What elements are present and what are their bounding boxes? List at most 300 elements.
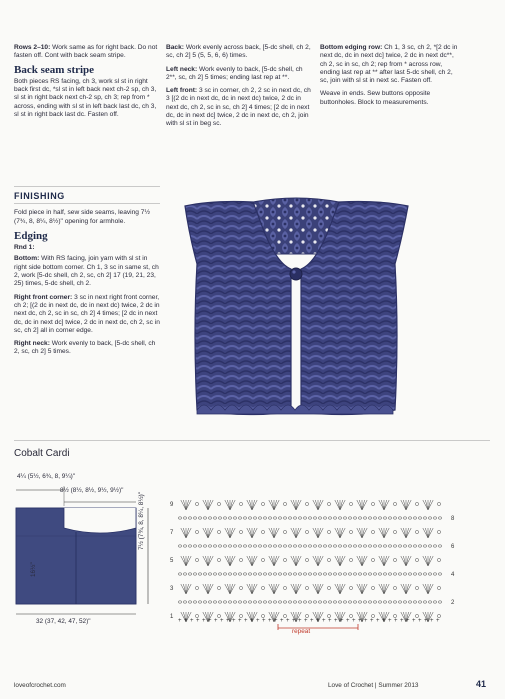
dc-stitch-mark [203, 584, 208, 594]
dc-stitch-mark [249, 556, 252, 566]
sc-stitch-mark: + [352, 618, 356, 624]
chain-stitch-mark [383, 517, 387, 519]
chain-stitch-mark [393, 601, 397, 603]
dc-stitch-mark [359, 556, 362, 566]
dc-stitch-mark [227, 528, 230, 538]
chain-stitch-mark [393, 502, 396, 505]
dc-stitch-mark [181, 556, 186, 566]
dc-stitch-mark [357, 500, 362, 510]
column-left [14, 44, 160, 124]
chain-stitch-mark [273, 601, 277, 603]
back-seam-paragraph: Both pieces RS facing, ch 3, work sl st in right back first dc, *sl st in left back next ch-2 sp, ch 3, sl st in right back next ch-2 sp, ch 3; rep from * across, ending with sl st in left back last dc, ch 3, sl st in right back last dc. Fasten off. [14, 77, 157, 119]
chain-stitch-mark [283, 601, 287, 603]
schematic-divider [14, 440, 490, 441]
dc-stitch-mark [296, 528, 299, 538]
dc-stitch-mark [359, 584, 362, 594]
dc-stitch-mark [425, 584, 428, 594]
dc-stitch-mark [296, 584, 299, 594]
dc-stitch-mark [274, 556, 279, 566]
chain-stitch-mark [338, 517, 342, 519]
dc-stitch-mark [203, 556, 208, 566]
chain-stitch-mark [423, 545, 427, 547]
chain-stitch-mark [188, 545, 192, 547]
dc-stitch-mark [208, 556, 211, 566]
chain-stitch-mark [293, 517, 297, 519]
chain-stitch-mark [253, 573, 257, 575]
dc-stitch-mark [423, 584, 428, 594]
vest-photo [183, 194, 410, 419]
stitch-chart [168, 496, 468, 636]
chain-stitch-mark [303, 601, 307, 603]
weave-paragraph: Weave in ends. Sew buttons opposite buttonholes. Block to measurements. [320, 90, 431, 106]
dc-stitch-mark [186, 500, 189, 510]
dc-stitch-mark [384, 500, 387, 510]
chain-stitch-mark [438, 573, 442, 575]
dc-stitch-mark [296, 584, 301, 594]
chain-stitch-mark [218, 545, 222, 547]
chain-stitch-mark [323, 517, 327, 519]
chain-stitch-mark [437, 530, 440, 533]
page-number: 41 [476, 679, 487, 689]
dc-stitch-mark [425, 556, 428, 566]
chain-stitch-mark [338, 545, 342, 547]
chain-stitch-mark [308, 545, 312, 547]
dc-stitch-mark [318, 556, 323, 566]
chain-stitch-mark [217, 502, 220, 505]
dc-stitch-mark [362, 584, 367, 594]
chain-stitch-mark [338, 573, 342, 575]
sc-stitch-mark: + [220, 618, 224, 624]
dc-stitch-mark [274, 528, 277, 538]
dc-stitch-mark [230, 584, 235, 594]
chain-stitch-mark [418, 517, 422, 519]
length-dim: 16½" [30, 562, 37, 577]
chain-stitch-mark [198, 601, 202, 603]
chain-stitch-mark [318, 545, 322, 547]
dc-stitch-mark [340, 556, 345, 566]
dc-stitch-mark [249, 500, 252, 510]
dc-stitch-mark [428, 500, 433, 510]
chain-stitch-mark [239, 530, 242, 533]
chain-stitch-mark [415, 558, 418, 561]
chain-stitch-mark [298, 601, 302, 603]
dc-stitch-mark [181, 528, 186, 538]
dc-stitch-mark [315, 528, 318, 538]
chain-stitch-mark [348, 573, 352, 575]
bottom-edging-paragraph: Bottom edging row: Ch 1, 3 sc, ch 2, *[2 dc in next dc, dc in next dc] twice, 2 dc in next dc**, ch 2, sc in sc, ch 2; rep from * across row, ending last rep at ** after last 5-dc shell, ch 2, sc, join with sl st in next sc. Fasten off. [320, 44, 458, 85]
chain-stitch-mark [349, 502, 352, 505]
chain-stitch-mark [188, 601, 192, 603]
chart-row-number-left: 1 [170, 614, 174, 620]
chain-stitch-mark [363, 545, 367, 547]
dc-stitch-mark [205, 500, 208, 510]
dc-stitch-mark [181, 500, 186, 510]
chain-stitch-mark [305, 530, 308, 533]
chain-stitch-mark [218, 601, 222, 603]
chain-stitch-mark [288, 545, 292, 547]
bottom-paragraph: Bottom: With RS facing, join yarn with sl st in right side bottom corner. Ch 1, 3 sc in same st, ch 2, work [5-dc shell, ch 2, sc, ch 2] 17 (19, 21, 23, 25) times, 5-dc shell, ch 2. [14, 255, 159, 288]
back-paragraph: Back: Work evenly across back, [5-dc shell, ch 2, sc, ch 2] 5 (5, 5, 6, 6) times. [166, 44, 311, 60]
chain-stitch-mark [261, 558, 264, 561]
dc-stitch-mark [384, 584, 387, 594]
dc-stitch-mark [208, 500, 213, 510]
chart-row-number-right: 8 [451, 516, 455, 522]
dc-stitch-mark [340, 500, 345, 510]
chain-stitch-mark [298, 517, 302, 519]
dc-stitch-mark [425, 500, 428, 510]
dc-stitch-mark [271, 584, 274, 594]
chain-stitch-mark [415, 502, 418, 505]
dc-stitch-mark [362, 528, 365, 538]
dc-stitch-mark [379, 528, 384, 538]
chain-stitch-mark [278, 545, 282, 547]
sc-stitch-mark: + [202, 618, 206, 624]
chain-stitch-mark [313, 573, 317, 575]
chain-stitch-mark [428, 517, 432, 519]
dc-stitch-mark [384, 528, 389, 538]
sc-stitch-mark: + [322, 618, 326, 624]
dc-stitch-mark [403, 556, 406, 566]
chain-stitch-mark [243, 545, 247, 547]
chain-stitch-mark [403, 517, 407, 519]
dc-stitch-mark [225, 500, 230, 510]
dc-stitch-mark [186, 528, 191, 538]
chain-stitch-mark [195, 558, 198, 561]
footer-site: loveofcrochet.com [14, 682, 66, 689]
chain-stitch-mark [433, 573, 437, 575]
chain-stitch-mark [233, 545, 237, 547]
dc-stitch-mark [205, 556, 208, 566]
chain-stitch-mark [178, 601, 182, 603]
chain-stitch-mark [318, 573, 322, 575]
chain-stitch-mark [223, 545, 227, 547]
chain-stitch-mark [243, 601, 247, 603]
sc-stitch-mark: + [328, 618, 332, 624]
sc-stitch-mark: + [208, 618, 212, 624]
sc-stitch-mark: + [436, 618, 440, 624]
sc-stitch-mark: + [412, 618, 416, 624]
chain-stitch-mark [438, 545, 442, 547]
sc-stitch-mark: + [262, 618, 266, 624]
chain-stitch-mark [323, 601, 327, 603]
dc-stitch-mark [335, 500, 340, 510]
dc-stitch-mark [293, 556, 296, 566]
sc-stitch-mark: + [280, 618, 284, 624]
chain-stitch-mark [203, 545, 207, 547]
dc-stitch-mark [183, 528, 186, 538]
chain-stitch-mark [333, 517, 337, 519]
chain-stitch-mark [353, 545, 357, 547]
dc-stitch-mark [362, 500, 365, 510]
dc-stitch-mark [379, 500, 384, 510]
dc-stitch-mark [293, 500, 296, 510]
dc-stitch-mark [205, 528, 208, 538]
top-width-dim: 4¼ (5½, 6¾, 8, 9¼)" [17, 473, 76, 480]
dc-stitch-mark [362, 528, 367, 538]
dc-stitch-mark [318, 528, 323, 538]
chain-stitch-mark [178, 545, 182, 547]
dc-stitch-mark [379, 584, 384, 594]
chain-stitch-mark [218, 517, 222, 519]
dc-stitch-mark [208, 528, 211, 538]
sc-stitch-mark: + [358, 618, 362, 624]
dc-stitch-mark [227, 556, 230, 566]
chart-row-number-right: 6 [451, 544, 455, 550]
chain-stitch-mark [239, 558, 242, 561]
dc-stitch-mark [252, 556, 257, 566]
chain-stitch-mark [313, 517, 317, 519]
dc-stitch-mark [428, 500, 431, 510]
chain-stitch-mark [393, 545, 397, 547]
chain-stitch-mark [208, 517, 212, 519]
chain-stitch-mark [423, 573, 427, 575]
dc-stitch-mark [225, 556, 230, 566]
sc-stitch-mark: + [364, 618, 368, 624]
chain-stitch-mark [248, 517, 252, 519]
column-middle [166, 44, 312, 134]
dc-stitch-mark [384, 556, 389, 566]
dc-stitch-mark [362, 556, 365, 566]
sc-stitch-mark: + [304, 618, 308, 624]
chain-stitch-mark [198, 573, 202, 575]
dc-stitch-mark [313, 500, 318, 510]
chain-stitch-mark [303, 545, 307, 547]
dc-stitch-mark [381, 584, 384, 594]
dc-stitch-mark [340, 556, 343, 566]
chart-row-number-left: 5 [170, 558, 174, 564]
neck-width-dim: 8½ (8½, 8½, 9½, 9½)" [60, 487, 124, 494]
chain-stitch-mark [298, 545, 302, 547]
dc-stitch-mark [401, 500, 406, 510]
chart-row-number-right: 4 [451, 572, 455, 578]
armhole-dim: 7½ (7¾, 8, 8¼, 8½)" [138, 491, 145, 550]
chain-stitch-mark [303, 517, 307, 519]
chain-stitch-mark [313, 545, 317, 547]
chain-stitch-mark [378, 573, 382, 575]
dc-stitch-mark [274, 556, 277, 566]
chain-stitch-mark [253, 601, 257, 603]
chain-stitch-mark [213, 573, 217, 575]
chain-stitch-mark [398, 517, 402, 519]
chain-stitch-mark [203, 517, 207, 519]
chain-stitch-mark [261, 530, 264, 533]
chain-stitch-mark [418, 601, 422, 603]
chain-stitch-mark [393, 530, 396, 533]
dc-stitch-mark [315, 500, 318, 510]
chain-stitch-mark [383, 573, 387, 575]
left-front-paragraph: Left front: 3 sc in corner, ch 2, 2 sc in next dc, ch 3 [(2 dc in next dc, dc in next dc) twice, 2 dc in next dc, ch 2, sc in sc, ch 2] 4 times; [2 dc in next dc, dc in next dc] twice, 2 dc in next dc, ch 2, join with sl st in beg sc. [166, 87, 311, 128]
sc-stitch-mark: + [340, 618, 344, 624]
dc-stitch-mark [186, 528, 189, 538]
chain-stitch-mark [368, 573, 372, 575]
chain-stitch-mark [408, 573, 412, 575]
chain-stitch-mark [248, 545, 252, 547]
dc-stitch-mark [230, 556, 235, 566]
chain-stitch-mark [378, 517, 382, 519]
chain-stitch-mark [328, 573, 332, 575]
sc-stitch-mark: + [214, 618, 218, 624]
dc-stitch-mark [252, 584, 255, 594]
chain-stitch-mark [253, 517, 257, 519]
chain-stitch-mark [413, 545, 417, 547]
chain-stitch-mark [218, 573, 222, 575]
dc-stitch-mark [337, 584, 340, 594]
dc-stitch-mark [406, 556, 409, 566]
dc-stitch-mark [403, 584, 406, 594]
chain-stitch-mark [305, 502, 308, 505]
chain-stitch-mark [353, 517, 357, 519]
chain-stitch-mark [263, 517, 267, 519]
dc-stitch-mark [318, 500, 321, 510]
chain-stitch-mark [233, 517, 237, 519]
chain-stitch-mark [349, 558, 352, 561]
chart-row-number-left: 7 [170, 530, 174, 536]
finishing-heading: FINISHING [14, 191, 65, 201]
dc-stitch-mark [296, 556, 299, 566]
dc-stitch-mark [225, 528, 230, 538]
chain-stitch-mark [328, 545, 332, 547]
dc-stitch-mark [379, 556, 384, 566]
chain-stitch-mark [343, 573, 347, 575]
dc-stitch-mark [425, 528, 428, 538]
chain-stitch-mark [418, 573, 422, 575]
dc-stitch-mark [296, 556, 301, 566]
dc-stitch-mark [274, 500, 279, 510]
sc-stitch-mark: + [400, 618, 404, 624]
dc-stitch-mark [335, 584, 340, 594]
dc-stitch-mark [271, 556, 274, 566]
chain-stitch-mark [198, 517, 202, 519]
sc-stitch-mark: + [406, 618, 410, 624]
chain-stitch-mark [348, 517, 352, 519]
chain-stitch-mark [433, 545, 437, 547]
chain-stitch-mark [349, 530, 352, 533]
chain-stitch-mark [383, 545, 387, 547]
chain-stitch-mark [393, 573, 397, 575]
chain-stitch-mark [327, 502, 330, 505]
chain-stitch-mark [423, 517, 427, 519]
sc-stitch-mark: + [418, 618, 422, 624]
dc-stitch-mark [293, 528, 296, 538]
chain-stitch-mark [213, 545, 217, 547]
chain-stitch-mark [283, 573, 287, 575]
dc-stitch-mark [247, 584, 252, 594]
chart-row-number-right: 2 [451, 600, 455, 606]
back-seam-heading: Back seam stripe [14, 63, 95, 76]
chain-stitch-mark [358, 545, 362, 547]
chain-stitch-mark [263, 573, 267, 575]
chain-stitch-mark [423, 601, 427, 603]
dc-stitch-mark [296, 500, 301, 510]
chain-stitch-mark [213, 601, 217, 603]
chain-stitch-mark [268, 517, 272, 519]
dc-stitch-mark [359, 528, 362, 538]
finishing-section [14, 192, 160, 362]
chain-stitch-mark [358, 573, 362, 575]
dc-stitch-mark [423, 556, 428, 566]
dc-stitch-mark [291, 584, 296, 594]
dc-stitch-mark [362, 556, 367, 566]
chain-stitch-mark [438, 601, 442, 603]
chain-stitch-mark [208, 601, 212, 603]
chain-stitch-mark [308, 573, 312, 575]
dc-stitch-mark [230, 500, 235, 510]
chain-stitch-mark [195, 586, 198, 589]
sc-stitch-mark: + [250, 618, 254, 624]
chain-stitch-mark [258, 573, 262, 575]
dc-stitch-mark [208, 528, 213, 538]
chain-stitch-mark [343, 545, 347, 547]
dc-stitch-mark [340, 500, 343, 510]
chain-stitch-mark [358, 517, 362, 519]
chain-stitch-mark [298, 573, 302, 575]
dc-stitch-mark [249, 584, 252, 594]
chain-stitch-mark [203, 573, 207, 575]
chain-stitch-mark [183, 517, 187, 519]
chain-stitch-mark [327, 586, 330, 589]
chain-stitch-mark [393, 517, 397, 519]
chain-stitch-mark [238, 517, 242, 519]
dc-stitch-mark [337, 528, 340, 538]
chain-stitch-mark [278, 601, 282, 603]
chain-stitch-mark [283, 502, 286, 505]
schematic-title: Cobalt Cardi [14, 448, 70, 459]
chain-stitch-mark [213, 517, 217, 519]
dc-stitch-mark [406, 584, 409, 594]
chain-stitch-mark [283, 586, 286, 589]
chain-stitch-mark [348, 601, 352, 603]
dc-stitch-mark [381, 528, 384, 538]
sc-stitch-mark: + [394, 618, 398, 624]
finishing-rule [14, 203, 160, 204]
chain-stitch-mark [338, 601, 342, 603]
chain-stitch-mark [371, 586, 374, 589]
dc-stitch-mark [269, 556, 274, 566]
chain-stitch-mark [343, 517, 347, 519]
sc-stitch-mark: + [274, 618, 278, 624]
chain-stitch-mark [203, 601, 207, 603]
dc-stitch-mark [313, 528, 318, 538]
dc-stitch-mark [208, 556, 213, 566]
chain-stitch-mark [303, 573, 307, 575]
left-neck-paragraph: Left neck: Work evenly to back, [5-dc shell, ch 2**, sc, ch 2] 5 times; ending last rep at **. [166, 65, 303, 81]
dc-stitch-mark [406, 528, 409, 538]
chain-stitch-mark [258, 517, 262, 519]
rows-2-10-paragraph: Rows 2–10: Work same as for right back. Do not fasten off. Cont with back seam stripe. [14, 44, 158, 60]
chain-stitch-mark [223, 517, 227, 519]
dc-stitch-mark [230, 528, 233, 538]
chain-stitch-mark [248, 573, 252, 575]
dc-stitch-mark [340, 528, 345, 538]
dc-stitch-mark [252, 584, 257, 594]
chain-stitch-mark [393, 558, 396, 561]
chain-stitch-mark [183, 545, 187, 547]
chain-stitch-mark [433, 517, 437, 519]
sc-stitch-mark: + [226, 618, 230, 624]
chain-stitch-mark [288, 601, 292, 603]
chain-stitch-mark [305, 586, 308, 589]
chain-stitch-mark [188, 573, 192, 575]
chain-stitch-mark [261, 586, 264, 589]
dc-stitch-mark [406, 500, 409, 510]
sc-stitch-mark: + [256, 618, 260, 624]
chain-stitch-mark [217, 558, 220, 561]
dc-stitch-mark [186, 556, 189, 566]
dc-stitch-mark [252, 528, 255, 538]
dc-stitch-mark [247, 500, 252, 510]
chain-stitch-mark [253, 545, 257, 547]
dc-stitch-mark [340, 528, 343, 538]
